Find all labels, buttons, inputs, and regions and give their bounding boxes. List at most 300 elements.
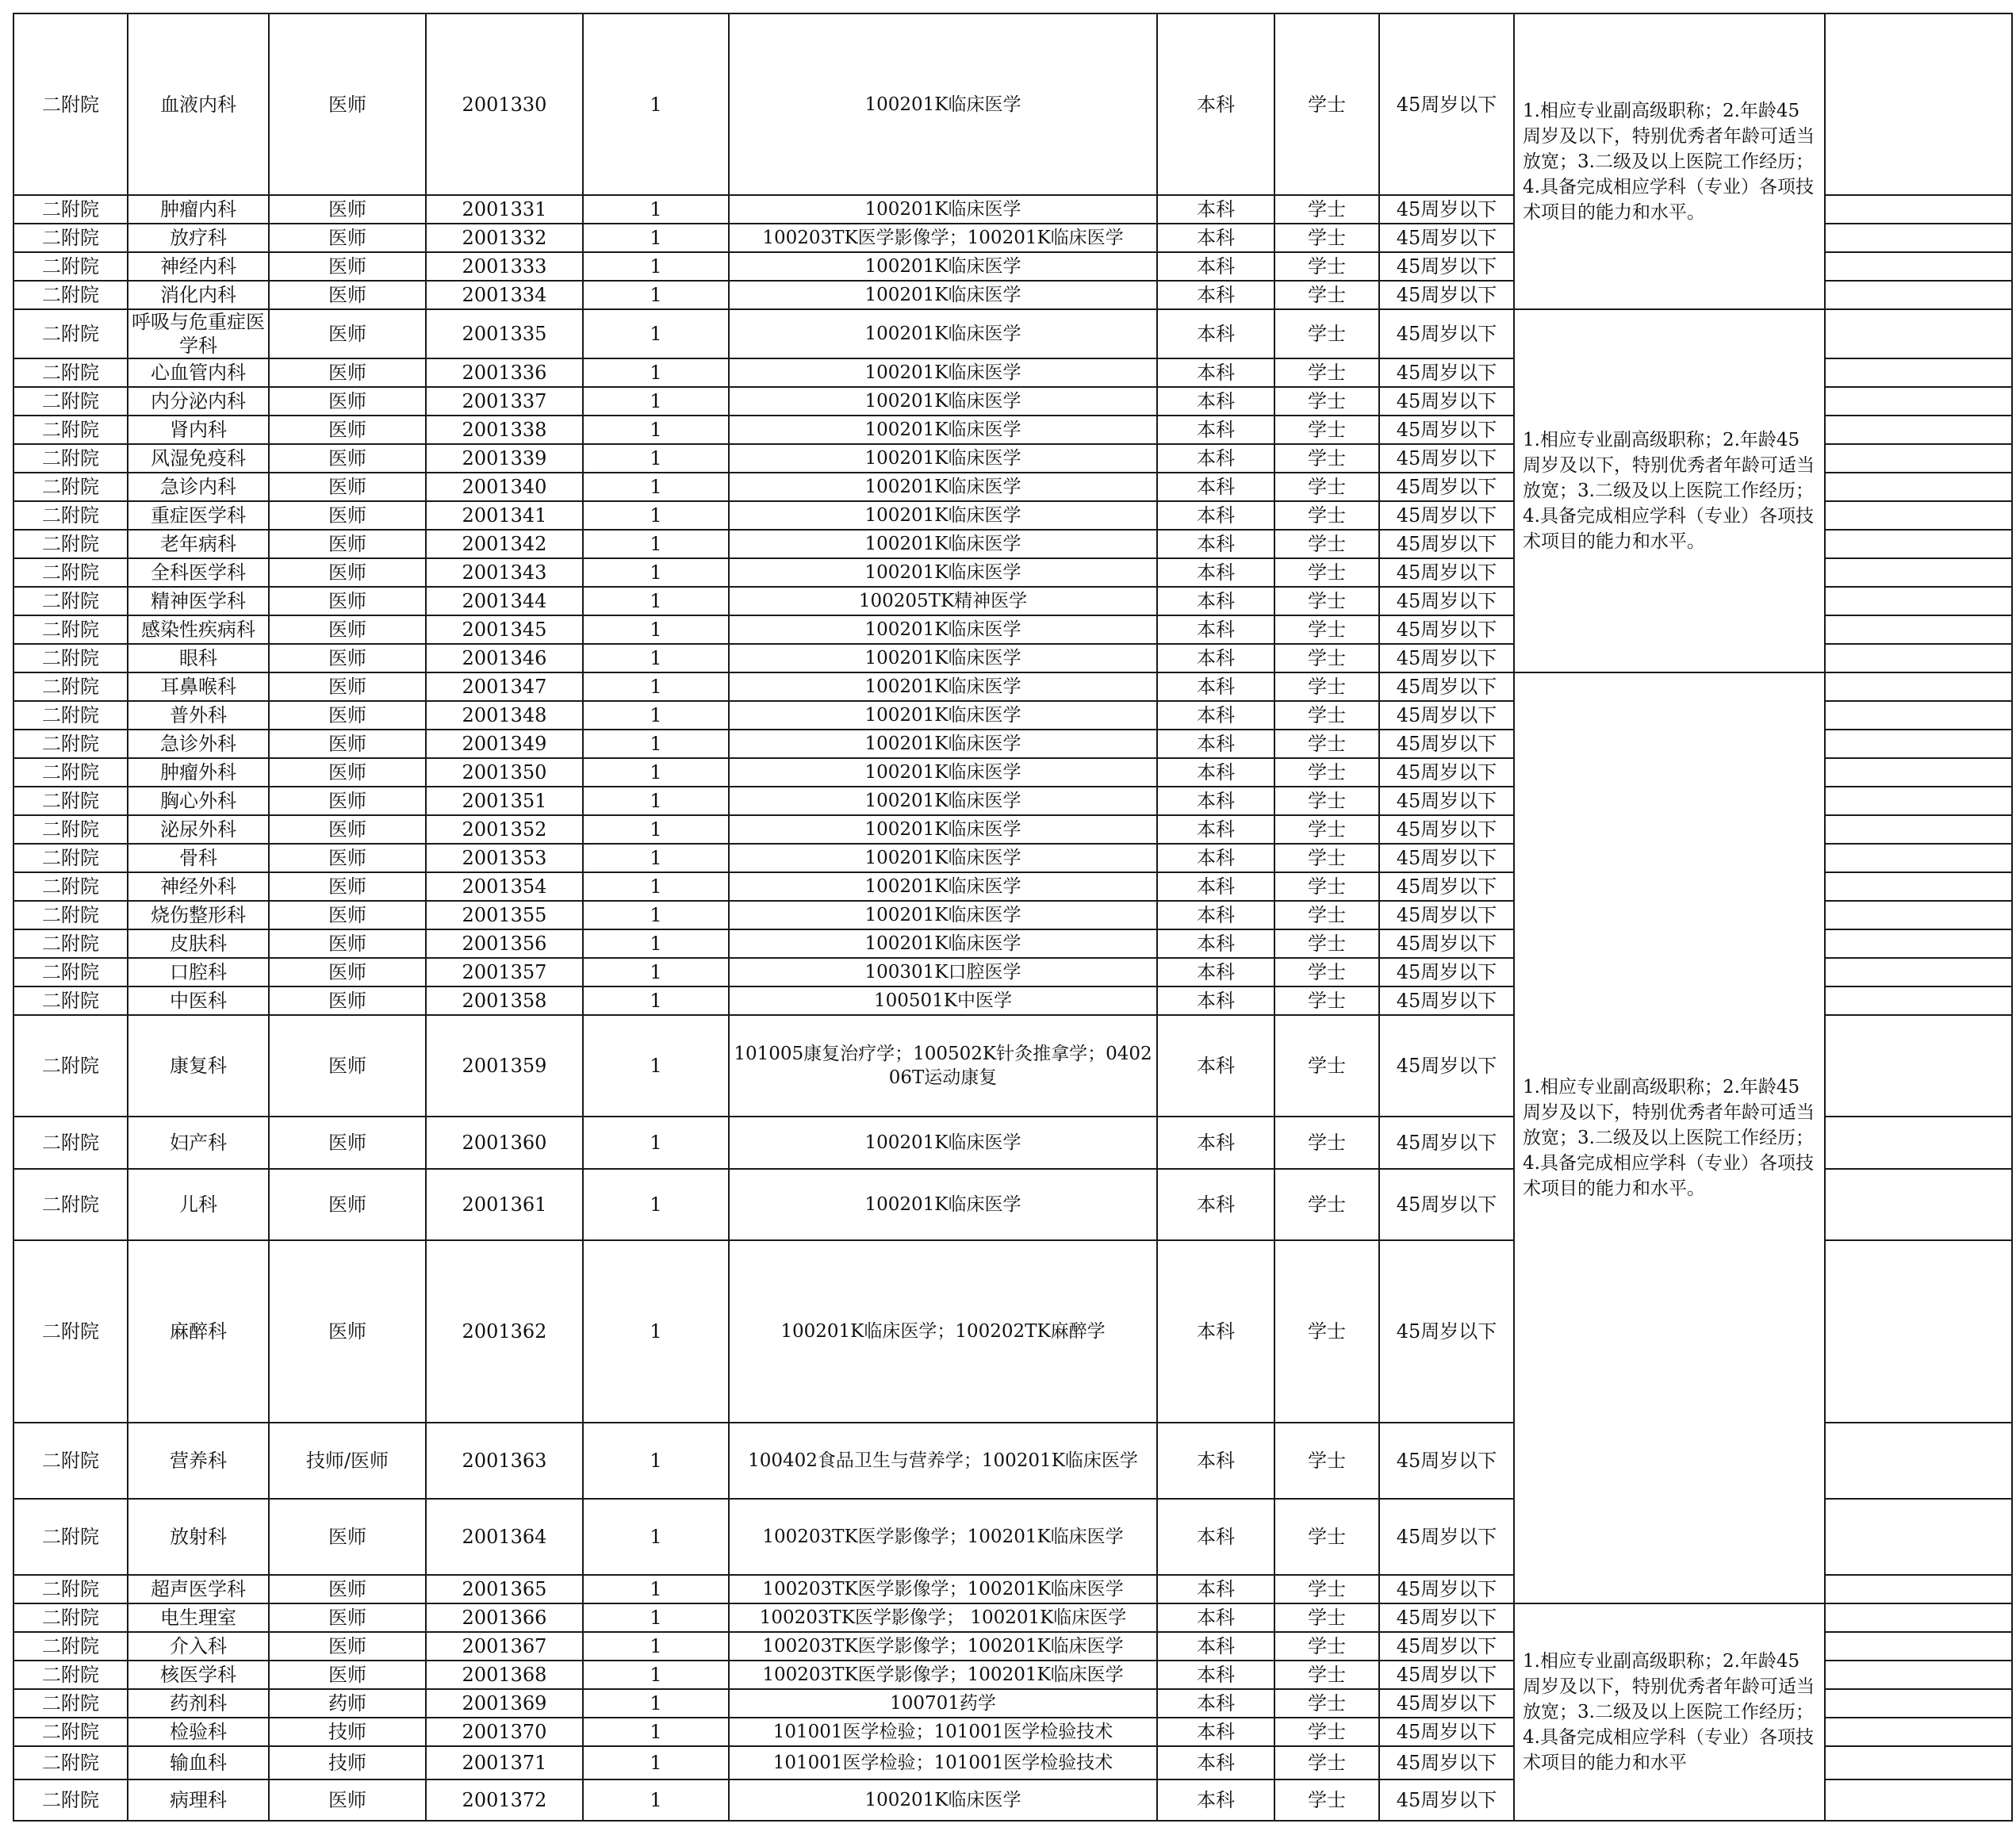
org-cell: 二附院 — [13, 1423, 128, 1499]
post-cell: 医师 — [269, 252, 426, 281]
org-cell: 二附院 — [13, 1661, 128, 1689]
degree-cell: 学士 — [1274, 387, 1379, 416]
age-cell: 45周岁以下 — [1379, 929, 1514, 958]
count-cell: 1 — [583, 309, 729, 358]
remarks-cell — [1825, 1117, 2012, 1169]
major-cell: 100203TK医学影像学；100201K临床医学 — [729, 1499, 1157, 1575]
count-cell: 1 — [583, 1240, 729, 1423]
age-cell: 45周岁以下 — [1379, 13, 1514, 195]
edu-cell: 本科 — [1157, 1015, 1274, 1117]
degree-cell: 学士 — [1274, 815, 1379, 844]
post-cell: 医师 — [269, 1603, 426, 1632]
degree-cell: 学士 — [1274, 1779, 1379, 1821]
age-cell: 45周岁以下 — [1379, 1718, 1514, 1746]
degree-cell: 学士 — [1274, 1169, 1379, 1240]
count-cell: 1 — [583, 1499, 729, 1575]
post-cell: 医师 — [269, 787, 426, 815]
degree-cell: 学士 — [1274, 444, 1379, 473]
post-cell: 医师 — [269, 1661, 426, 1689]
age-cell: 45周岁以下 — [1379, 730, 1514, 758]
major-cell: 100402食品卫生与营养学；100201K临床医学 — [729, 1423, 1157, 1499]
remarks-cell — [1825, 1240, 2012, 1423]
age-cell: 45周岁以下 — [1379, 1423, 1514, 1499]
code-cell: 2001363 — [426, 1423, 583, 1499]
post-cell: 医师 — [269, 672, 426, 701]
org-cell: 二附院 — [13, 13, 128, 195]
code-cell: 2001352 — [426, 815, 583, 844]
age-cell: 45周岁以下 — [1379, 530, 1514, 558]
degree-cell: 学士 — [1274, 416, 1379, 444]
post-cell: 医师 — [269, 644, 426, 672]
remarks-cell — [1825, 1575, 2012, 1603]
major-cell: 100201K临床医学 — [729, 558, 1157, 587]
dept-cell: 肾内科 — [128, 416, 269, 444]
table-row — [13, 13, 2012, 195]
age-cell: 45周岁以下 — [1379, 787, 1514, 815]
dept-cell: 营养科 — [128, 1423, 269, 1499]
count-cell: 1 — [583, 1015, 729, 1117]
edu-cell: 本科 — [1157, 1746, 1274, 1779]
org-cell: 二附院 — [13, 473, 128, 501]
org-cell: 二附院 — [13, 309, 128, 358]
org-cell: 二附院 — [13, 587, 128, 615]
post-cell: 医师 — [269, 1632, 426, 1661]
age-cell: 45周岁以下 — [1379, 958, 1514, 986]
dept-cell: 麻醉科 — [128, 1240, 269, 1423]
org-cell: 二附院 — [13, 1603, 128, 1632]
degree-cell: 学士 — [1274, 252, 1379, 281]
remarks-cell — [1825, 13, 2012, 195]
count-cell: 1 — [583, 558, 729, 587]
org-cell: 二附院 — [13, 844, 128, 872]
code-cell: 2001360 — [426, 1117, 583, 1169]
degree-cell: 学士 — [1274, 473, 1379, 501]
degree-cell: 学士 — [1274, 195, 1379, 224]
org-cell: 二附院 — [13, 1779, 128, 1821]
age-cell: 45周岁以下 — [1379, 1240, 1514, 1423]
remarks-cell — [1825, 872, 2012, 901]
edu-cell: 本科 — [1157, 309, 1274, 358]
org-cell: 二附院 — [13, 1117, 128, 1169]
degree-cell: 学士 — [1274, 986, 1379, 1015]
post-cell: 医师 — [269, 309, 426, 358]
code-cell: 2001336 — [426, 358, 583, 387]
major-cell: 100203TK医学影像学；100201K临床医学 — [729, 224, 1157, 252]
dept-cell: 肿瘤内科 — [128, 195, 269, 224]
post-cell: 医师 — [269, 1015, 426, 1117]
count-cell: 1 — [583, 416, 729, 444]
remarks-cell — [1825, 1661, 2012, 1689]
dept-cell: 骨科 — [128, 844, 269, 872]
org-cell: 二附院 — [13, 872, 128, 901]
degree-cell: 学士 — [1274, 1575, 1379, 1603]
dept-cell: 眼科 — [128, 644, 269, 672]
org-cell: 二附院 — [13, 815, 128, 844]
dept-cell: 放疗科 — [128, 224, 269, 252]
dept-cell: 精神医学科 — [128, 587, 269, 615]
major-cell: 100201K临床医学 — [729, 872, 1157, 901]
major-cell: 100201K临床医学 — [729, 615, 1157, 644]
edu-cell: 本科 — [1157, 701, 1274, 730]
dept-cell: 内分泌内科 — [128, 387, 269, 416]
degree-cell: 学士 — [1274, 1718, 1379, 1746]
code-cell: 2001368 — [426, 1661, 583, 1689]
remarks-cell — [1825, 958, 2012, 986]
org-cell: 二附院 — [13, 281, 128, 309]
age-cell: 45周岁以下 — [1379, 901, 1514, 929]
post-cell: 技师/医师 — [269, 1423, 426, 1499]
count-cell: 1 — [583, 281, 729, 309]
post-cell: 医师 — [269, 1779, 426, 1821]
edu-cell: 本科 — [1157, 224, 1274, 252]
count-cell: 1 — [583, 501, 729, 530]
edu-cell: 本科 — [1157, 252, 1274, 281]
edu-cell: 本科 — [1157, 615, 1274, 644]
edu-cell: 本科 — [1157, 1499, 1274, 1575]
edu-cell: 本科 — [1157, 1718, 1274, 1746]
code-cell: 2001350 — [426, 758, 583, 787]
major-cell: 100203TK医学影像学；100201K临床医学 — [729, 1661, 1157, 1689]
org-cell: 二附院 — [13, 672, 128, 701]
major-cell: 100201K临床医学 — [729, 730, 1157, 758]
code-cell: 2001361 — [426, 1169, 583, 1240]
table-row — [13, 309, 2012, 358]
remarks-cell — [1825, 195, 2012, 224]
post-cell: 医师 — [269, 1575, 426, 1603]
org-cell: 二附院 — [13, 1015, 128, 1117]
major-cell: 100501K中医学 — [729, 986, 1157, 1015]
post-cell: 医师 — [269, 958, 426, 986]
major-cell: 100201K临床医学 — [729, 758, 1157, 787]
age-cell: 45周岁以下 — [1379, 416, 1514, 444]
code-cell: 2001333 — [426, 252, 583, 281]
age-cell: 45周岁以下 — [1379, 558, 1514, 587]
remarks-cell — [1825, 815, 2012, 844]
age-cell: 45周岁以下 — [1379, 815, 1514, 844]
org-cell: 二附院 — [13, 1746, 128, 1779]
dept-cell: 普外科 — [128, 701, 269, 730]
dept-cell: 核医学科 — [128, 1661, 269, 1689]
post-cell: 医师 — [269, 901, 426, 929]
post-cell: 技师 — [269, 1718, 426, 1746]
code-cell: 2001341 — [426, 501, 583, 530]
major-cell: 100201K临床医学 — [729, 13, 1157, 195]
remarks-cell — [1825, 701, 2012, 730]
major-cell: 100201K临床医学 — [729, 1169, 1157, 1240]
major-cell: 100201K临床医学 — [729, 844, 1157, 872]
dept-cell: 神经外科 — [128, 872, 269, 901]
degree-cell: 学士 — [1274, 587, 1379, 615]
age-cell: 45周岁以下 — [1379, 387, 1514, 416]
count-cell: 1 — [583, 224, 729, 252]
remarks-cell — [1825, 252, 2012, 281]
age-cell: 45周岁以下 — [1379, 224, 1514, 252]
age-cell: 45周岁以下 — [1379, 309, 1514, 358]
remarks-cell — [1825, 587, 2012, 615]
major-cell: 101001医学检验；101001医学检验技术 — [729, 1746, 1157, 1779]
age-cell: 45周岁以下 — [1379, 1117, 1514, 1169]
degree-cell: 学士 — [1274, 1240, 1379, 1423]
post-cell: 医师 — [269, 416, 426, 444]
degree-cell: 学士 — [1274, 1499, 1379, 1575]
org-cell: 二附院 — [13, 416, 128, 444]
code-cell: 2001346 — [426, 644, 583, 672]
remarks-cell — [1825, 1423, 2012, 1499]
major-cell: 100201K临床医学 — [729, 701, 1157, 730]
org-cell: 二附院 — [13, 929, 128, 958]
age-cell: 45周岁以下 — [1379, 252, 1514, 281]
dept-cell: 风湿免疫科 — [128, 444, 269, 473]
code-cell: 2001340 — [426, 473, 583, 501]
age-cell: 45周岁以下 — [1379, 644, 1514, 672]
dept-cell: 康复科 — [128, 1015, 269, 1117]
code-cell: 2001334 — [426, 281, 583, 309]
degree-cell: 学士 — [1274, 13, 1379, 195]
code-cell: 2001332 — [426, 224, 583, 252]
org-cell: 二附院 — [13, 730, 128, 758]
code-cell: 2001357 — [426, 958, 583, 986]
post-cell: 医师 — [269, 929, 426, 958]
major-cell: 100201K临床医学 — [729, 530, 1157, 558]
post-cell: 医师 — [269, 195, 426, 224]
edu-cell: 本科 — [1157, 787, 1274, 815]
edu-cell: 本科 — [1157, 416, 1274, 444]
remarks-cell — [1825, 758, 2012, 787]
requirements-cell: 1.相应专业副高级职称；2.年龄45周岁及以下，特别优秀者年龄可适当放宽；3.二级及以上医院工作经历；4.具备完成相应学科（专业）各项技术项目的能力和水平。 — [1514, 309, 1825, 672]
post-cell: 医师 — [269, 530, 426, 558]
edu-cell: 本科 — [1157, 558, 1274, 587]
age-cell: 45周岁以下 — [1379, 358, 1514, 387]
dept-cell: 心血管内科 — [128, 358, 269, 387]
major-cell: 100201K临床医学 — [729, 416, 1157, 444]
dept-cell: 肿瘤外科 — [128, 758, 269, 787]
post-cell: 医师 — [269, 615, 426, 644]
count-cell: 1 — [583, 758, 729, 787]
code-cell: 2001351 — [426, 787, 583, 815]
edu-cell: 本科 — [1157, 872, 1274, 901]
count-cell: 1 — [583, 958, 729, 986]
org-cell: 二附院 — [13, 644, 128, 672]
edu-cell: 本科 — [1157, 587, 1274, 615]
major-cell: 100701药学 — [729, 1689, 1157, 1718]
post-cell: 医师 — [269, 558, 426, 587]
major-cell: 100201K临床医学 — [729, 387, 1157, 416]
post-cell: 医师 — [269, 224, 426, 252]
recruitment-table — [13, 13, 2013, 1822]
degree-cell: 学士 — [1274, 1423, 1379, 1499]
degree-cell: 学士 — [1274, 1661, 1379, 1689]
code-cell: 2001372 — [426, 1779, 583, 1821]
remarks-cell — [1825, 1603, 2012, 1632]
degree-cell: 学士 — [1274, 872, 1379, 901]
edu-cell: 本科 — [1157, 473, 1274, 501]
dept-cell: 呼吸与危重症医学科 — [128, 309, 269, 358]
code-cell: 2001338 — [426, 416, 583, 444]
edu-cell: 本科 — [1157, 958, 1274, 986]
post-cell: 医师 — [269, 387, 426, 416]
age-cell: 45周岁以下 — [1379, 844, 1514, 872]
org-cell: 二附院 — [13, 558, 128, 587]
dept-cell: 老年病科 — [128, 530, 269, 558]
count-cell: 1 — [583, 387, 729, 416]
major-cell: 100201K临床医学 — [729, 815, 1157, 844]
count-cell: 1 — [583, 195, 729, 224]
dept-cell: 药剂科 — [128, 1689, 269, 1718]
count-cell: 1 — [583, 1779, 729, 1821]
post-cell: 医师 — [269, 473, 426, 501]
dept-cell: 泌尿外科 — [128, 815, 269, 844]
post-cell: 医师 — [269, 1499, 426, 1575]
remarks-cell — [1825, 787, 2012, 815]
degree-cell: 学士 — [1274, 758, 1379, 787]
edu-cell: 本科 — [1157, 815, 1274, 844]
code-cell: 2001354 — [426, 872, 583, 901]
major-cell: 100201K临床医学 — [729, 1117, 1157, 1169]
dept-cell: 血液内科 — [128, 13, 269, 195]
count-cell: 1 — [583, 901, 729, 929]
dept-cell: 全科医学科 — [128, 558, 269, 587]
requirements-cell: 1.相应专业副高级职称；2.年龄45周岁及以下，特别优秀者年龄可适当放宽；3.二级及以上医院工作经历；4.具备完成相应学科（专业）各项技术项目的能力和水平 — [1514, 1603, 1825, 1821]
org-cell: 二附院 — [13, 358, 128, 387]
post-cell: 医师 — [269, 872, 426, 901]
dept-cell: 神经内科 — [128, 252, 269, 281]
org-cell: 二附院 — [13, 444, 128, 473]
post-cell: 医师 — [269, 986, 426, 1015]
major-cell: 100201K临床医学 — [729, 672, 1157, 701]
major-cell: 100201K临床医学 — [729, 309, 1157, 358]
count-cell: 1 — [583, 530, 729, 558]
major-cell: 100201K临床医学 — [729, 473, 1157, 501]
age-cell: 45周岁以下 — [1379, 672, 1514, 701]
remarks-cell — [1825, 644, 2012, 672]
edu-cell: 本科 — [1157, 281, 1274, 309]
remarks-cell — [1825, 309, 2012, 358]
remarks-cell — [1825, 615, 2012, 644]
edu-cell: 本科 — [1157, 1632, 1274, 1661]
remarks-cell — [1825, 901, 2012, 929]
code-cell: 2001359 — [426, 1015, 583, 1117]
major-cell: 100201K临床医学 — [729, 901, 1157, 929]
edu-cell: 本科 — [1157, 644, 1274, 672]
dept-cell: 输血科 — [128, 1746, 269, 1779]
org-cell: 二附院 — [13, 1718, 128, 1746]
count-cell: 1 — [583, 1169, 729, 1240]
edu-cell: 本科 — [1157, 758, 1274, 787]
count-cell: 1 — [583, 644, 729, 672]
edu-cell: 本科 — [1157, 195, 1274, 224]
code-cell: 2001358 — [426, 986, 583, 1015]
count-cell: 1 — [583, 1117, 729, 1169]
age-cell: 45周岁以下 — [1379, 986, 1514, 1015]
dept-cell: 胸心外科 — [128, 787, 269, 815]
count-cell: 1 — [583, 1689, 729, 1718]
degree-cell: 学士 — [1274, 281, 1379, 309]
post-cell: 医师 — [269, 1169, 426, 1240]
degree-cell: 学士 — [1274, 1746, 1379, 1779]
edu-cell: 本科 — [1157, 358, 1274, 387]
count-cell: 1 — [583, 929, 729, 958]
count-cell: 1 — [583, 444, 729, 473]
major-cell: 100205TK精神医学 — [729, 587, 1157, 615]
remarks-cell — [1825, 224, 2012, 252]
remarks-cell — [1825, 444, 2012, 473]
age-cell: 45周岁以下 — [1379, 872, 1514, 901]
dept-cell: 急诊外科 — [128, 730, 269, 758]
age-cell: 45周岁以下 — [1379, 501, 1514, 530]
degree-cell: 学士 — [1274, 958, 1379, 986]
table-row — [13, 672, 2012, 701]
remarks-cell — [1825, 986, 2012, 1015]
remarks-cell — [1825, 1746, 2012, 1779]
count-cell: 1 — [583, 358, 729, 387]
major-cell: 100201K临床医学 — [729, 644, 1157, 672]
age-cell: 45周岁以下 — [1379, 1632, 1514, 1661]
org-cell: 二附院 — [13, 387, 128, 416]
org-cell: 二附院 — [13, 958, 128, 986]
remarks-cell — [1825, 530, 2012, 558]
edu-cell: 本科 — [1157, 444, 1274, 473]
dept-cell: 口腔科 — [128, 958, 269, 986]
org-cell: 二附院 — [13, 1632, 128, 1661]
count-cell: 1 — [583, 701, 729, 730]
remarks-cell — [1825, 281, 2012, 309]
org-cell: 二附院 — [13, 195, 128, 224]
post-cell: 医师 — [269, 281, 426, 309]
dept-cell: 检验科 — [128, 1718, 269, 1746]
major-cell: 100203TK医学影像学；100201K临床医学 — [729, 1575, 1157, 1603]
major-cell: 100201K临床医学 — [729, 444, 1157, 473]
code-cell: 2001344 — [426, 587, 583, 615]
org-cell: 二附院 — [13, 224, 128, 252]
remarks-cell — [1825, 558, 2012, 587]
dept-cell: 妇产科 — [128, 1117, 269, 1169]
org-cell: 二附院 — [13, 901, 128, 929]
count-cell: 1 — [583, 252, 729, 281]
major-cell: 100201K临床医学 — [729, 501, 1157, 530]
remarks-cell — [1825, 1169, 2012, 1240]
dept-cell: 病理科 — [128, 1779, 269, 1821]
age-cell: 45周岁以下 — [1379, 615, 1514, 644]
degree-cell: 学士 — [1274, 1117, 1379, 1169]
dept-cell: 放射科 — [128, 1499, 269, 1575]
degree-cell: 学士 — [1274, 530, 1379, 558]
count-cell: 1 — [583, 587, 729, 615]
edu-cell: 本科 — [1157, 1240, 1274, 1423]
requirements-cell: 1.相应专业副高级职称；2.年龄45周岁及以下，特别优秀者年龄可适当放宽；3.二级及以上医院工作经历；4.具备完成相应学科（专业）各项技术项目的能力和水平。 — [1514, 672, 1825, 1603]
post-cell: 医师 — [269, 701, 426, 730]
degree-cell: 学士 — [1274, 644, 1379, 672]
age-cell: 45周岁以下 — [1379, 1689, 1514, 1718]
major-cell: 100201K临床医学 — [729, 252, 1157, 281]
age-cell: 45周岁以下 — [1379, 1661, 1514, 1689]
remarks-cell — [1825, 1632, 2012, 1661]
major-cell: 100203TK医学影像学；100201K临床医学 — [729, 1632, 1157, 1661]
post-cell: 医师 — [269, 444, 426, 473]
dept-cell: 皮肤科 — [128, 929, 269, 958]
remarks-cell — [1825, 1015, 2012, 1117]
count-cell: 1 — [583, 13, 729, 195]
org-cell: 二附院 — [13, 1499, 128, 1575]
remarks-cell — [1825, 1718, 2012, 1746]
post-cell: 医师 — [269, 1240, 426, 1423]
major-cell: 100201K临床医学 — [729, 358, 1157, 387]
org-cell: 二附院 — [13, 787, 128, 815]
major-cell: 100201K临床医学 — [729, 1779, 1157, 1821]
dept-cell: 超声医学科 — [128, 1575, 269, 1603]
dept-cell: 消化内科 — [128, 281, 269, 309]
post-cell: 医师 — [269, 730, 426, 758]
code-cell: 2001335 — [426, 309, 583, 358]
